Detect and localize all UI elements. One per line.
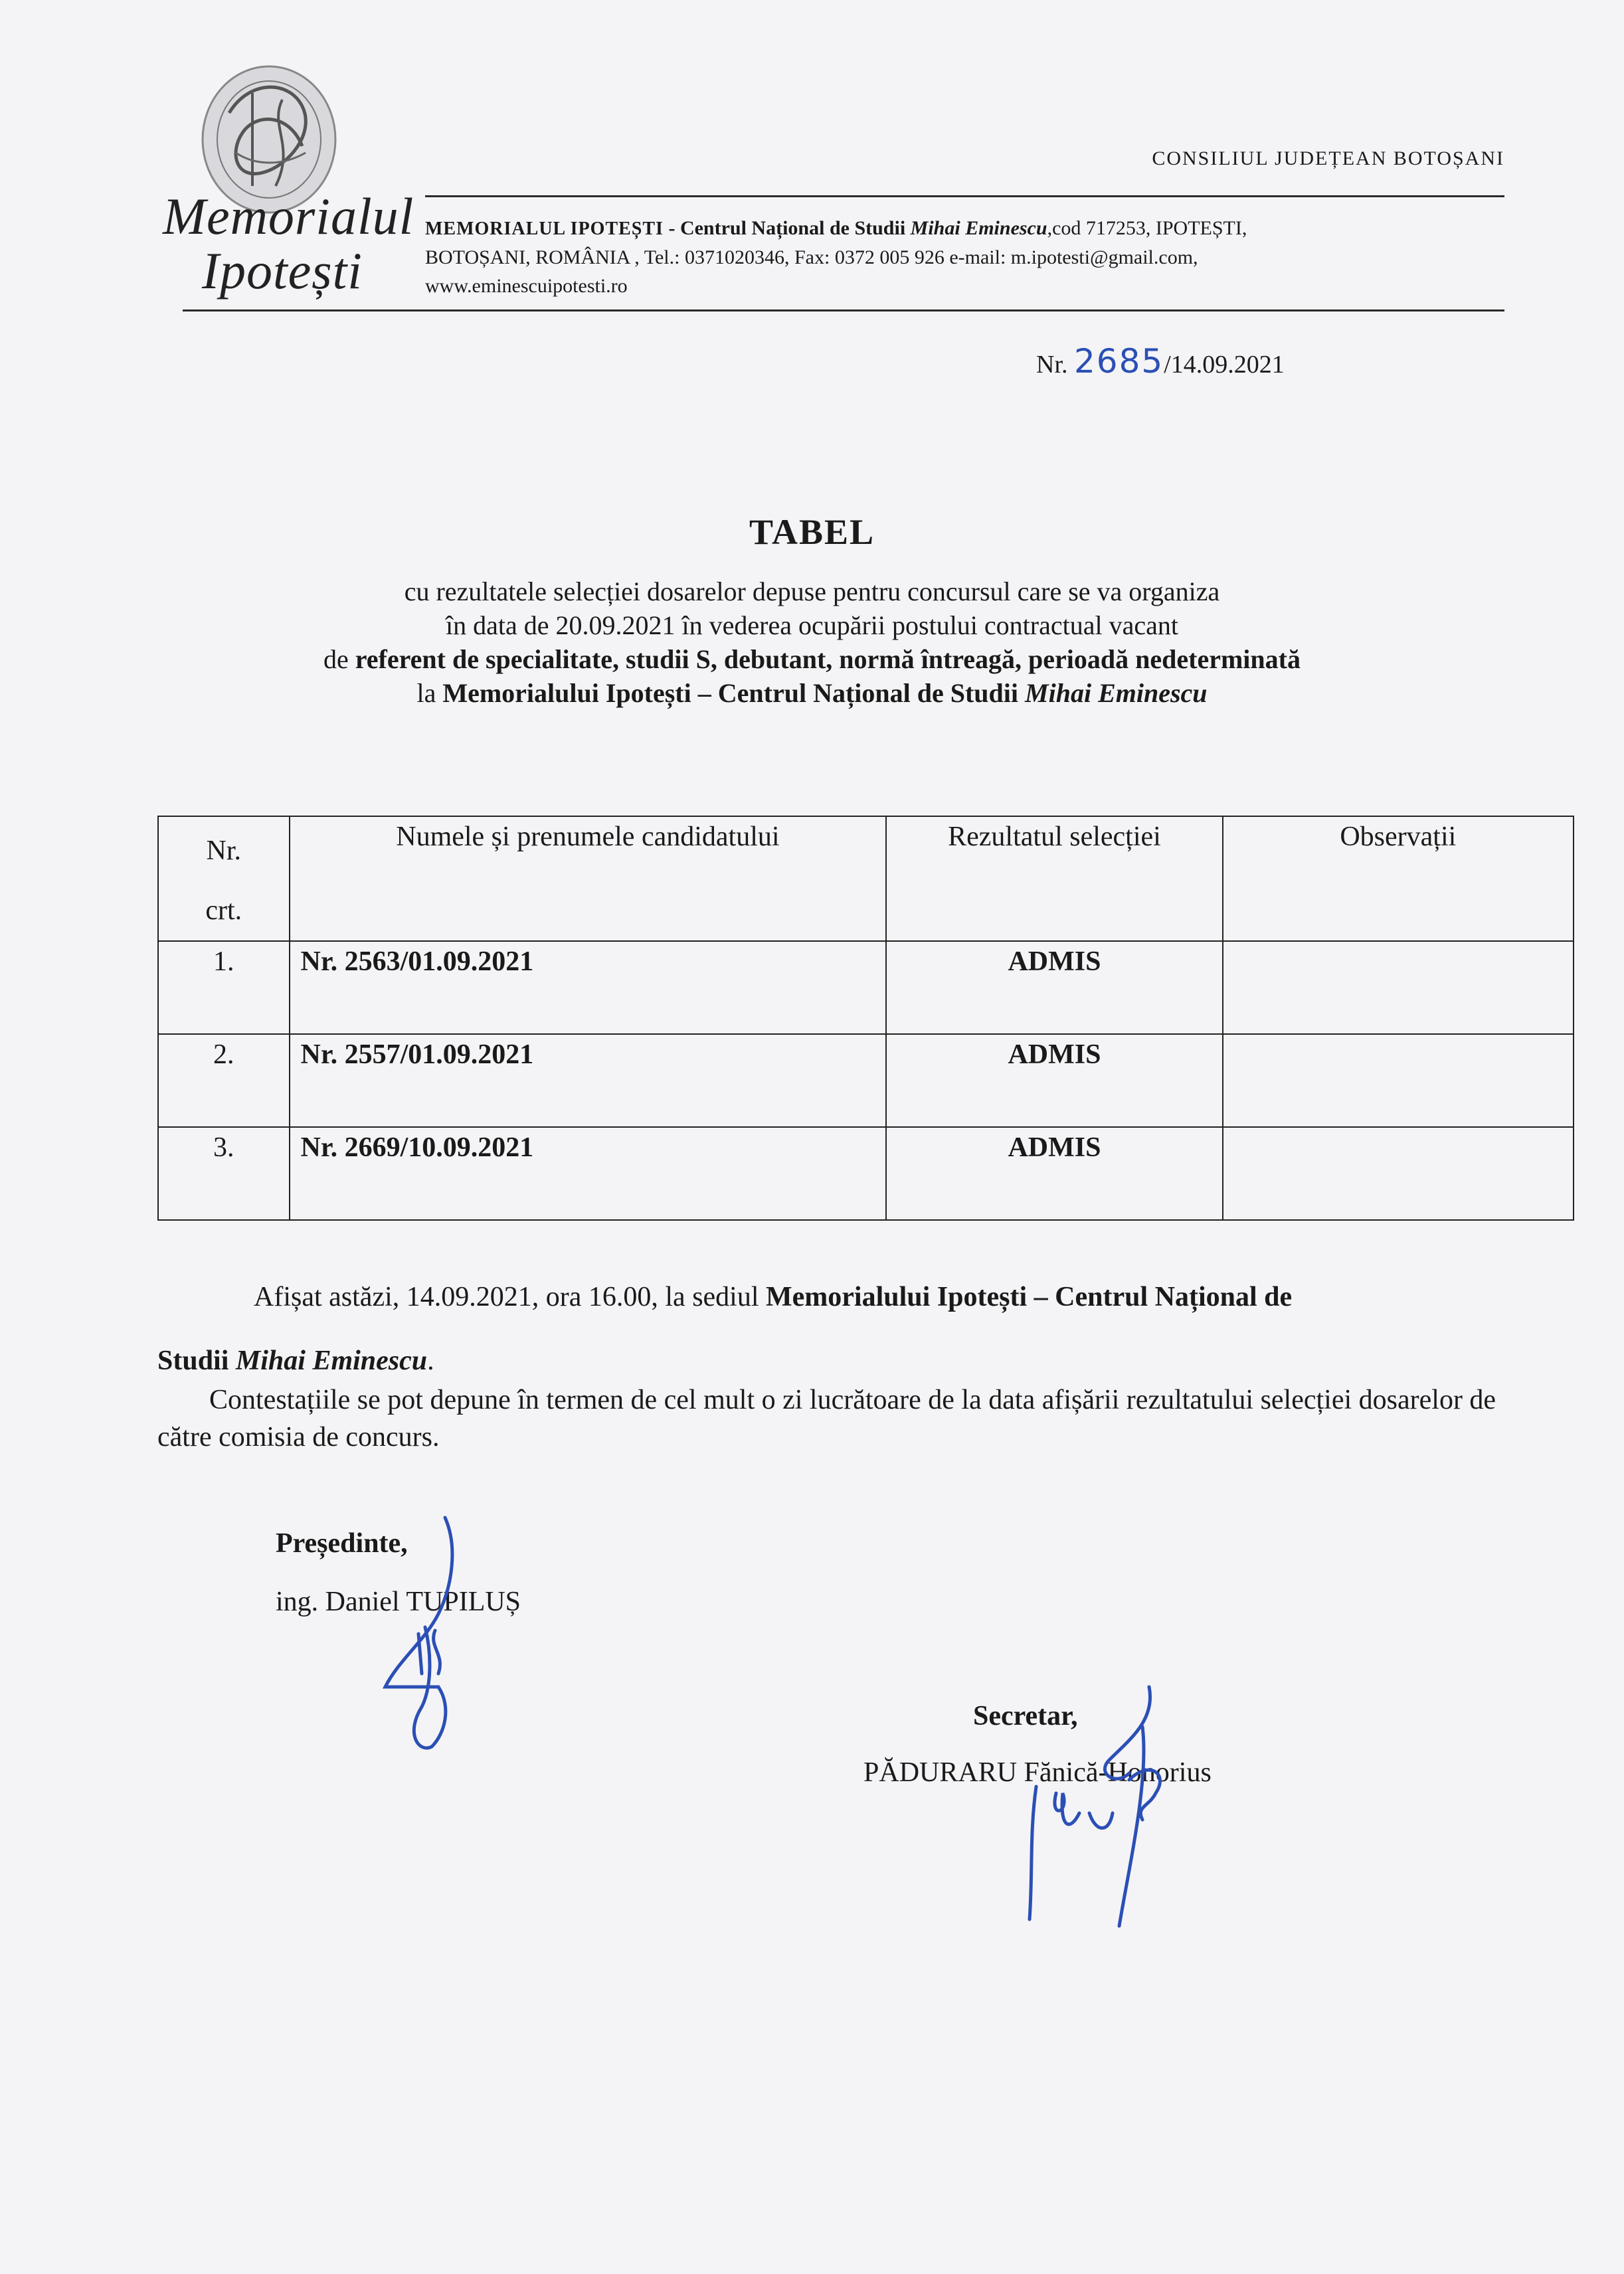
logo-line-1: Memorialul	[163, 187, 414, 245]
registration-date: /14.09.2021	[1164, 351, 1285, 379]
secretary-signature	[996, 1680, 1196, 1939]
council-name: CONSILIUL JUDEȚEAN BOTOȘANI	[1152, 147, 1504, 169]
header-notes: Observații	[1223, 816, 1574, 941]
institution-name-rest: - Centrul Național de Studii	[663, 217, 911, 239]
document-title: TABEL	[749, 512, 875, 552]
address-line-1-tail: ,cod 717253, IPOTEȘTI,	[1047, 217, 1247, 239]
registration-prefix: Nr.	[1036, 351, 1068, 379]
institution-address	[425, 214, 1514, 300]
row-candidate: Nr. 2669/10.09.2021	[290, 1127, 887, 1220]
secretary-role: Secretar,	[973, 1701, 1078, 1731]
appeal-text: Contestațiile se pot depune în termen de cel mult o zi lucrătoare de la data afișării rezultatului selecției dosarelor de către comisia de concurs.	[157, 1385, 1496, 1452]
table-row	[158, 1127, 1574, 1220]
posting-studii-bold: Studii	[157, 1346, 236, 1376]
intro-line-4-prefix: la	[416, 678, 443, 708]
address-line-2: BOTOȘANI, ROMÂNIA , Tel.: 0371020346, Fax: 0372 005 926 e-mail: m.ipotesti@gmail.com,	[425, 246, 1198, 268]
intro-line-1: cu rezultatele selecției dosarelor depuse pentru concursul care se va organiza	[404, 576, 1220, 606]
intro-line-3	[0, 642, 1624, 676]
intro-line-4	[0, 676, 1624, 710]
row-number: 1.	[158, 941, 290, 1034]
row-number: 3.	[158, 1127, 290, 1220]
header-nr-crt	[158, 816, 290, 941]
document-intro	[0, 574, 1624, 710]
logo-line-2: Ipotești	[202, 242, 363, 300]
table-row	[158, 941, 1574, 1034]
row-notes	[1223, 1034, 1574, 1127]
intro-line-3-bold: referent de specialitate, studii S, debutant, normă întreagă, perioadă nedeterminată	[355, 644, 1301, 674]
header-nr-line-2: crt.	[205, 895, 242, 926]
header-nr-line-1: Nr.	[206, 835, 241, 866]
registration-handwritten-number: 2685	[1074, 342, 1164, 381]
appeal-paragraph	[157, 1381, 1512, 1456]
row-candidate: Nr. 2557/01.09.2021	[290, 1034, 887, 1127]
row-candidate: Nr. 2563/01.09.2021	[290, 941, 887, 1034]
table-row	[158, 1034, 1574, 1127]
posting-institution-italic: Mihai Eminescu	[235, 1346, 428, 1376]
intro-line-2: în data de 20.09.2021 în vederea ocupării postului contractual vacant	[446, 610, 1178, 640]
posting-end: .	[427, 1346, 434, 1376]
president-role: Președinte,	[276, 1528, 408, 1559]
row-notes	[1223, 941, 1574, 1034]
posting-institution-bold: Memorialului Ipotești – Centrul Național de	[766, 1282, 1293, 1312]
table-header-row	[158, 816, 1574, 941]
header-selection-result: Rezultatul selecției	[886, 816, 1222, 941]
row-result: ADMIS	[886, 1127, 1222, 1220]
president-name: ing. Daniel TUPILUȘ	[276, 1587, 521, 1617]
row-number: 2.	[158, 1034, 290, 1127]
header-rule-bottom	[183, 309, 1504, 311]
posting-text: Afișat astăzi, 14.09.2021, ora 16.00, la sediul	[254, 1282, 767, 1312]
logo-wordmark	[163, 187, 414, 300]
intro-line-4-italic: Mihai Eminescu	[1025, 678, 1208, 708]
row-notes	[1223, 1127, 1574, 1220]
header-candidate-name: Numele și prenumele candidatului	[290, 816, 887, 941]
intro-line-4-bold: Memorialului Ipotești – Centrul Național de Studii	[442, 678, 1026, 708]
results-table	[157, 816, 1574, 1221]
row-result: ADMIS	[886, 1034, 1222, 1127]
institution-name-italic: Mihai Eminescu	[910, 217, 1047, 239]
registration-number	[1036, 342, 1285, 381]
president-signature	[359, 1508, 492, 1760]
institution-logo	[153, 46, 414, 306]
secretary-name: PĂDURARU Fănică-Honorius	[863, 1757, 1212, 1788]
row-result: ADMIS	[886, 941, 1222, 1034]
address-line-3: www.eminescuipotesti.ro	[425, 275, 628, 297]
intro-line-3-prefix: de	[323, 644, 355, 674]
institution-name-caps: MEMORIALUL IPOTEȘTI	[425, 219, 664, 239]
header-rule-top	[425, 195, 1504, 197]
posting-paragraph	[157, 1265, 1512, 1393]
